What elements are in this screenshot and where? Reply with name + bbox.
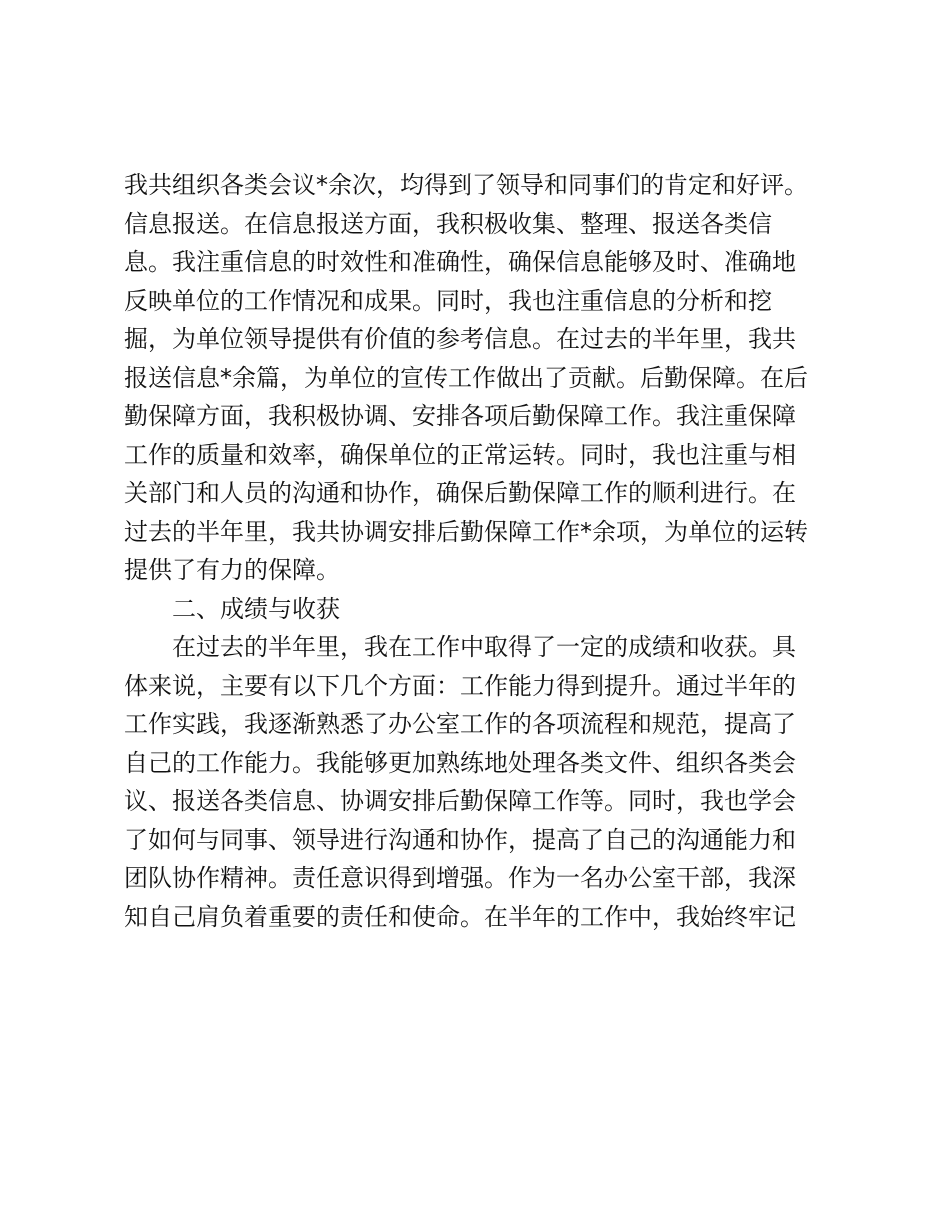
text-line: 反映单位的工作情况和成果。同时，我也注重信息的分析和挖 [124, 286, 772, 315]
text-line: 勤保障方面，我积极协调、安排各项后勤保障工作。我注重保障 [124, 402, 796, 430]
text-line: 体来说，主要有以下几个方面：工作能力得到提升。通过半年的 [124, 671, 796, 700]
paragraph-start-line: 在过去的半年里，我在工作中取得了一定的成绩和收获。具 [172, 633, 796, 661]
text-line: 过去的半年里，我共协调安排后勤保障工作*余项，为单位的运转 [124, 517, 808, 546]
text-line: 团队协作精神。责任意识得到增强。作为一名办公室干部，我深 [124, 864, 796, 892]
text-line: 我共组织各类会议*余次，均得到了领导和同事们的肯定和好评。 [124, 171, 808, 199]
text-line: 工作的质量和效率，确保单位的正常运转。同时，我也注重与相 [124, 440, 796, 469]
text-line: 知自己肩负着重要的责任和使命。在半年的工作中，我始终牢记 [124, 902, 796, 931]
text-line: 议、报送各类信息、协调安排后勤保障工作等。同时，我也学会 [124, 787, 796, 815]
text-line: 工作实践，我逐渐熟悉了办公室工作的各项流程和规范，提高了 [124, 710, 796, 738]
text-line: 了如何与同事、领导进行沟通和协作，提高了自己的沟通能力和 [124, 825, 796, 854]
section-heading: 二、成绩与收获 [172, 594, 340, 623]
text-line: 报送信息*余篇，为单位的宣传工作做出了贡献。后勤保障。在后 [124, 363, 808, 392]
text-line: 关部门和人员的沟通和协作，确保后勤保障工作的顺利进行。在 [124, 479, 796, 507]
text-line: 掘，为单位领导提供有价值的参考信息。在过去的半年里，我共 [124, 325, 796, 353]
text-line: 提供了有力的保障。 [124, 556, 340, 584]
text-line: 自己的工作能力。我能够更加熟练地处理各类文件、组织各类会 [124, 748, 796, 777]
text-line: 息。我注重信息的时效性和准确性，确保信息能够及时、准确地 [124, 248, 796, 276]
body-text [124, 166, 834, 936]
text-line: 信息报送。在信息报送方面，我积极收集、整理、报送各类信 [124, 209, 772, 238]
